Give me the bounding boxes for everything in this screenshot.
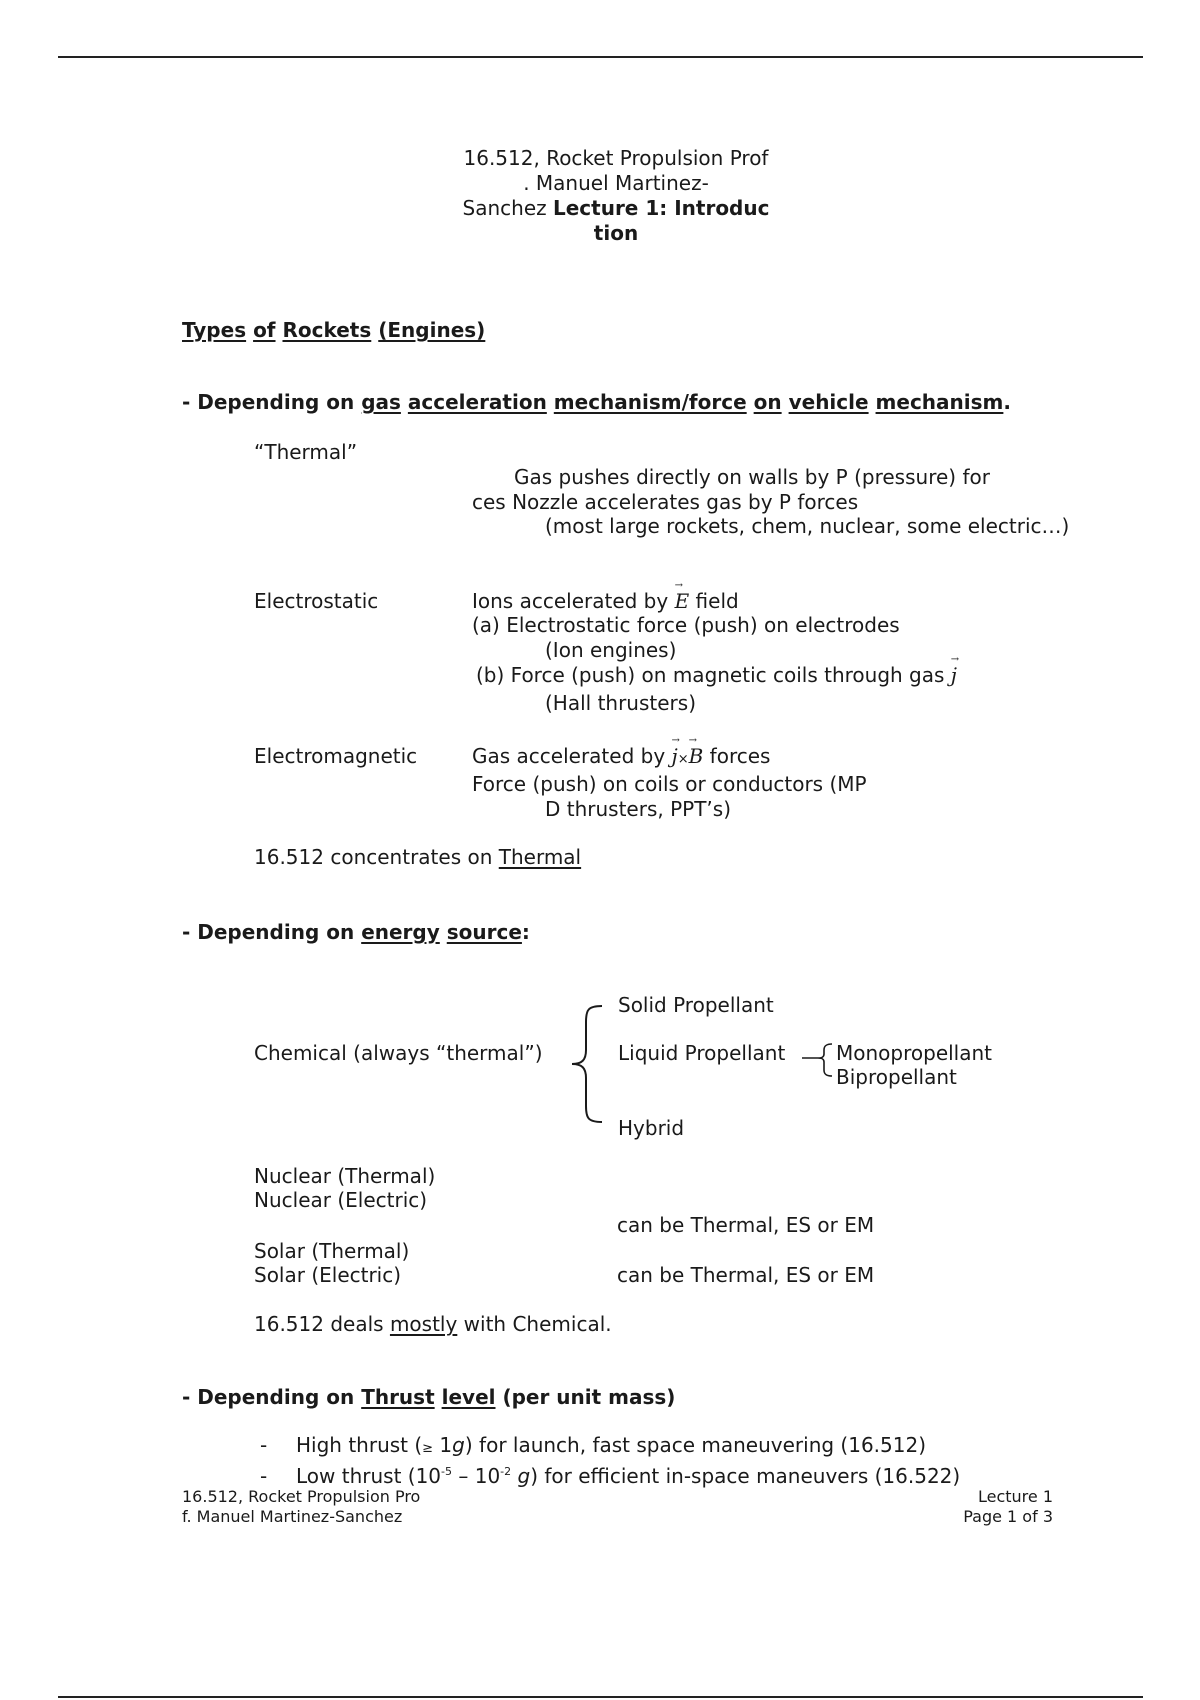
- solar-thermal: Solar (Thermal): [254, 1239, 410, 1263]
- electromagnetic-label: Electromagnetic: [254, 744, 418, 768]
- exponent: -5: [441, 1465, 452, 1478]
- electrostatic-line-2: (a) Electrostatic force (push) on electrodes: [472, 613, 900, 637]
- nuclear-thermal: Nuclear (Thermal): [254, 1164, 436, 1188]
- chemical-liquid: Liquid Propellant: [618, 1041, 786, 1065]
- section-heading-gas: [182, 390, 1011, 415]
- heading-suffix: (per unit mass): [495, 1385, 676, 1409]
- solar-note: can be Thermal, ES or EM: [617, 1263, 875, 1287]
- exponent: -2: [500, 1465, 512, 1478]
- concentrates-underlined: Thermal: [498, 845, 582, 869]
- g-unit: g: [452, 1433, 465, 1457]
- doc-header: [416, 146, 816, 246]
- footer-left: [182, 1487, 420, 1527]
- electrostatic-line-3: (Ion engines): [545, 638, 677, 662]
- heading-word: Thrust: [361, 1385, 435, 1409]
- thermal-line-2: ces Nozzle accelerates gas by P forces: [472, 490, 859, 514]
- electrostatic-line-1: [472, 589, 739, 614]
- heading-prefix: - Depending on: [182, 920, 362, 944]
- heading-word: (Engines): [378, 318, 486, 342]
- heading-word: level: [441, 1385, 496, 1409]
- chemical-brace: [554, 998, 604, 1130]
- list-dash: -: [260, 1433, 268, 1457]
- cross-symbol: ×: [677, 752, 689, 767]
- deals-tail: with Chemical.: [457, 1312, 612, 1336]
- low-thrust-mid: – 10: [452, 1464, 501, 1488]
- low-thrust-tail: ) for efficient in-space maneuvers (16.522): [530, 1464, 961, 1488]
- g-unit: g: [511, 1464, 531, 1488]
- b-field-symbol: → B: [689, 744, 704, 768]
- top-rule: [58, 56, 1143, 58]
- footer-left-line-1: 16.512, Rocket Propulsion Pro: [182, 1487, 421, 1506]
- thrust-item-low: [260, 1459, 960, 1489]
- heading-word: acceleration: [407, 390, 547, 414]
- footer-right: [850, 1487, 1053, 1527]
- header-lecture-title: Lecture 1: Introduc: [552, 196, 770, 220]
- heading-prefix: - Depending on: [182, 1385, 362, 1409]
- em-line1-text: Gas accelerated by: [472, 744, 672, 768]
- heading-prefix: - Depending on: [182, 390, 362, 414]
- concentrates-text: 16.512 concentrates on: [254, 845, 499, 869]
- thermal-line-3: (most large rockets, chem, nuclear, some electric…): [545, 514, 1070, 538]
- solar-electric: Solar (Electric): [254, 1263, 402, 1287]
- thermal-line-1: Gas pushes directly on walls by P (pressure) for: [514, 465, 990, 489]
- section-heading-energy: [182, 920, 530, 945]
- heading-word: Types: [182, 318, 247, 342]
- footer-left-line-2: f. Manuel Martinez-Sanchez: [182, 1507, 403, 1526]
- es-line4-text: (b) Force (push) on magnetic coils through gas: [476, 663, 951, 687]
- chemical-hybrid: Hybrid: [618, 1116, 685, 1140]
- nuclear-note: can be Thermal, ES or EM: [617, 1213, 875, 1237]
- deals-underlined: mostly: [389, 1312, 458, 1336]
- header-line-3: [416, 196, 816, 221]
- electromagnetic-line-2: Force (push) on coils or conductors (MP: [472, 772, 867, 796]
- nuclear-electric: Nuclear (Electric): [254, 1188, 428, 1212]
- heading-word: on: [753, 390, 782, 414]
- concentrates-line: [254, 845, 581, 870]
- chemical-label: Chemical (always “thermal”): [254, 1041, 543, 1065]
- heading-word: mechanism/force: [553, 390, 747, 414]
- heading-word: gas: [361, 390, 401, 414]
- deals-text: 16.512 deals: [254, 1312, 390, 1336]
- header-line-1: 16.512, Rocket Propulsion Prof: [463, 146, 769, 170]
- deals-line: [254, 1312, 612, 1337]
- low-thrust-text: Low thrust (10: [296, 1464, 442, 1488]
- ge-symbol: ≥: [422, 1441, 434, 1456]
- es-line1-tail: field: [689, 589, 739, 613]
- bottom-rule: [58, 1696, 1143, 1698]
- e-field-symbol: → E: [675, 589, 690, 613]
- heading-word: vehicle: [788, 390, 869, 414]
- high-thrust-value: 1: [433, 1433, 453, 1457]
- j-symbol: → j: [951, 663, 957, 687]
- electrostatic-label: Electrostatic: [254, 589, 379, 613]
- high-thrust-tail: ) for launch, fast space maneuvering (16.512): [464, 1433, 927, 1457]
- electrostatic-line-5: (Hall thrusters): [545, 691, 696, 715]
- heading-suffix: .: [1003, 390, 1011, 414]
- thermal-label: “Thermal”: [254, 440, 358, 464]
- em-line1-tail: forces: [703, 744, 771, 768]
- heading-word: Rockets: [282, 318, 372, 342]
- heading-word: of: [253, 318, 276, 342]
- heading-word: mechanism: [875, 390, 1004, 414]
- high-thrust-text: High thrust (: [296, 1433, 423, 1457]
- j-symbol: → j: [672, 744, 678, 768]
- liquid-brace: [800, 1040, 836, 1080]
- list-dash: -: [260, 1464, 268, 1488]
- liquid-bi: Bipropellant: [836, 1065, 957, 1089]
- electrostatic-line-4: [476, 663, 957, 688]
- footer-page-number: Page 1 of 3: [963, 1507, 1053, 1526]
- header-author-tail: Sanchez: [462, 196, 553, 220]
- heading-word: energy: [361, 920, 440, 944]
- section-heading-types: [182, 318, 485, 343]
- heading-suffix: :: [521, 920, 530, 944]
- heading-word: source: [446, 920, 522, 944]
- liquid-mono: Monopropellant: [836, 1041, 993, 1065]
- chemical-solid: Solid Propellant: [618, 993, 774, 1017]
- header-line-2: . Manuel Martinez-: [523, 171, 709, 195]
- es-line1-text: Ions accelerated by: [472, 589, 675, 613]
- thrust-item-high: [260, 1433, 926, 1461]
- electromagnetic-line-3: D thrusters, PPT’s): [545, 797, 732, 821]
- header-line-4: tion: [593, 221, 639, 245]
- electromagnetic-line-1: [472, 744, 770, 772]
- footer-lecture: Lecture 1: [977, 1487, 1053, 1506]
- section-heading-thrust: [182, 1385, 675, 1410]
